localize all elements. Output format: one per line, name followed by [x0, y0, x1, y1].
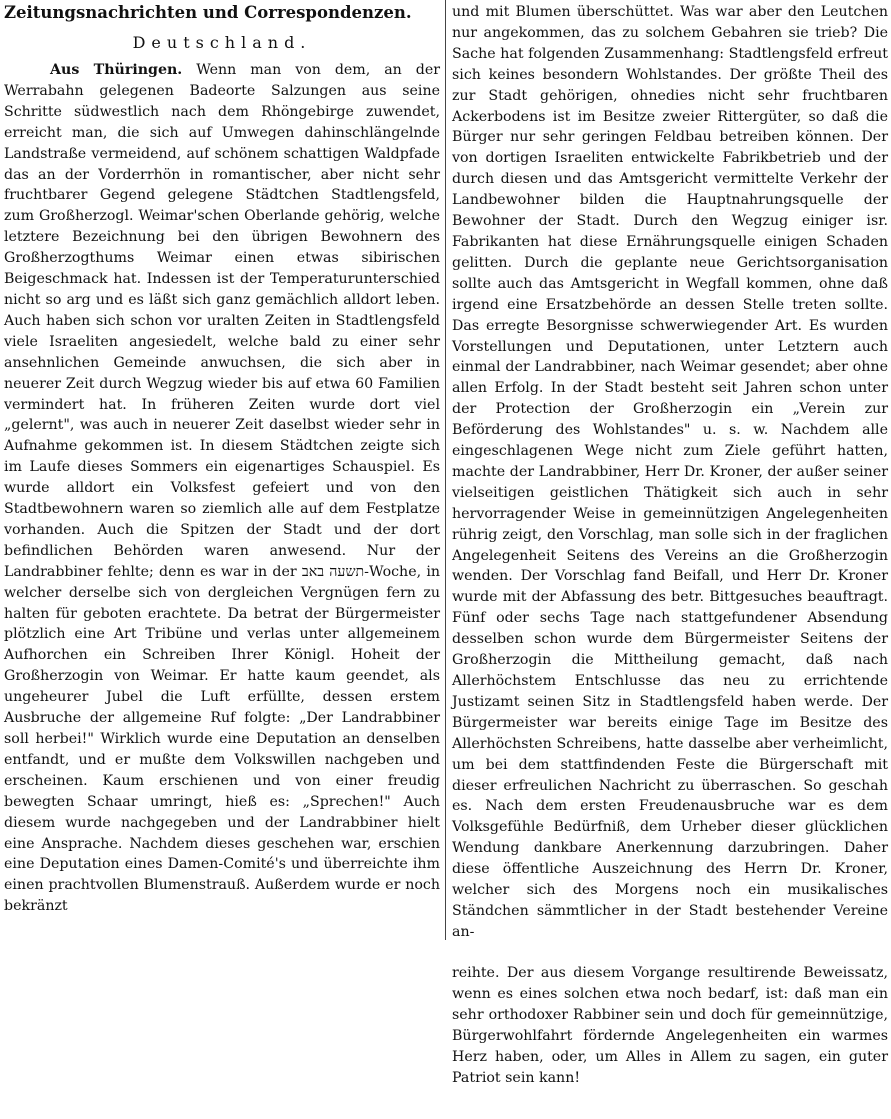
article-paragraph-start — [4, 60, 440, 917]
article-text-bottom: reihte. Der aus diesem Vorgange resultirende Beweissatz, wenn es eines solchen etwa noch bedarf, ist: daß man ein sehr orthodoxer Rabbiner sein und doch für gemeinnützige, Bürgerwohlfahrt fördernde Angelegenheiten ein warmes Herz haben, oder, um Alles in Allem zu sagen, ein guter Patriot sein kann! — [452, 965, 888, 1086]
country-heading: Deutschland. — [132, 33, 312, 52]
article-text-right: und mit Blumen überschüttet. Was war aber den Leutchen nur angekommen, das zu solchem Gebahren sie trieb? Die Sache hat folgenden Zusammenhang: Stadtlengsfeld erfreut sich keines besondern Wohlstandes. Der größte Theil des zur Stadt gehörigen, ohnedies nicht sehr fruchtbaren Ackerbodens ist im Besitze zweier Rittergüter, so daß die Bürger nur sehr geringen Feldbau betreiben können. Der von dortigen Israeliten entwickelte Fabrikbetrieb und der durch diesen und das Amtsgericht vermittelte Verkehr der Landbewohner bilden die Hauptnahrungsquelle der Bewohner der Stadt. Durch den Wegzug einiger isr. Fabrikanten hat diese Ernährungsquelle einigen Schaden gelitten. Durch die geplante neue Gerichtsorganisation sollte auch das Amtsgericht in Wegfall kommen, ohne daß irgend eine Ersatzbehörde an dessen Stelle treten sollte. Das erregte Besorgnisse schwerwiegender Art. Es wurden Vorstellungen und Deputationen, unter Letztern auch einmal der Landrabbiner, nach Weimar gesendet; aber ohne allen Erfolg. In der Stadt besteht seit Jahren schon unter der Protection der Großherzogin ein „Verein zur Beförderung des Wohlstandes" u. s. w. Nachdem alle eingeschlagenen Wege nicht zum Ziele geführt hatten, machte der Landrabbiner, Herr Dr. Kroner, der außer seiner vielseitigen geistlichen Thätigkeit sich auch in sehr hervorragender Weise in gemeinnützigen Angelegenheiten rührig zeigt, den Vorschlag, man solle sich in der fraglichen Angelegenheit Seitens des Vereins an die Großherzogin wenden. Der Vorschlag fand Beifall, und Herr Dr. Kroner wurde mit der Abfassung des betr. Bittgesuches beauftragt. Fünf oder sechs Tage nach stattgefundener Absendung desselben schon wurde dem Bürgermeister Seitens der Großherzogin die Mittheilung gemacht, daß nach Allerhöchstem Entschlusse das neu zu errichtende Justizamt seinen Sitz in Stadtlengsfeld haben werde. Der Bürgermeister war bereits einige Tage im Besitze des Allerhöchsten Schreibens, hatte dasselbe aber verheimlicht, um bei dem stattfindenden Feste die Bürgerschaft mit dieser erfreulichen Nachricht zu überraschen. So geschah es. Nach dem ersten Freudenausbruche war es dem Volksgefühle Bedürfniß, dem Urheber dieser glücklichen Wendung dankbare Anerkennung darzubringen. Daher diese öffentliche Auszeichnung des Herrn Dr. Kroner, welcher sich des Morgens noch ein musikalisches Ständchen sämmtlicher in der Stadt bestehender Vereine an- — [452, 4, 888, 940]
left-column — [4, 2, 440, 917]
lead-place: Aus Thüringen. — [50, 62, 183, 78]
right-column — [452, 2, 888, 943]
bottom-continuation — [452, 963, 888, 1088]
column-divider — [445, 0, 446, 940]
section-title: Zeitungsnachrichten und Correspondenzen. — [4, 3, 412, 22]
article-text-left: Wenn man von dem, an der Werrabahn gelegenen Badeorte Salzungen aus seine Schritte südwestlich nach dem Rhöngebirge zuwendet, erreicht man, die sich auf Umwegen dahinschlängelnde Landstraße vermeidend, auf schönem schattigen Waldpfade das an der Vorderrhön in romantischer, aber nicht sehr fruchtbarer Gegend gelegene Städtchen Stadtlengsfeld, zum Großherzogl. Weimar'schen Oberlande gehörig, welche letztere Bezeichnung bei den übrigen Bewohnern des Großherzogthums Weimar einen etwas sibirischen Beigeschmack hat. Indessen ist der Temperaturunterschied nicht so arg und es läßt sich ganz gemächlich alldort leben. Auch haben sich schon vor uralten Zeiten in Stadtlengsfeld viele Israeliten angesiedelt, welche bald zu einer sehr ansehnlichen Gemeinde anwuchsen, die sich aber in neuerer Zeit durch Wegzug wieder bis auf etwa 60 Familien vermindert hat. In früheren Zeiten wurde dort viel „gelernt", was auch in neuerer Zeit daselbst wieder sehr in Aufnahme gekommen ist. In diesem Städtchen zeigte sich im Laufe dieses Sommers ein eigenartiges Schauspiel. Es wurde alldort ein Volksfest gefeiert und von den Stadtbewohnern waren so ziemlich alle auf dem Festplatze vorhanden. Auch die Spitzen der Stadt und der dort befindlichen Behörden waren anwesend. Nur der Landrabbiner fehlte; denn es war in der תשעה באב-Woche, in welcher derselbe sich von dergleichen Vergnügen fern zu halten für geboten erachtete. Da betrat der Bürgermeister plötzlich eine Art Tribüne und verlas unter allgemeinem Aufhorchen ein Schreiben Ihrer Königl. Hoheit der Großherzogin von Weimar. Er hatte kaum geendet, als ungeheurer Jubel die Luft erfüllte, dessen erstem Ausbruche der allgemeine Ruf folgte: „Der Landrabbiner soll herbei!" Wirklich wurde eine Deputation an denselben entfandt, und er mußte dem Volkswillen nachgeben und erscheinen. Kaum erschienen und von einer freudig bewegten Schaar umringt, hieß es: „Sprechen!" Auch diesem wurde nachgegeben und der Landrabbiner hielt eine Ansprache. Nachdem dieses geschehen war, erschien eine Deputation eines Damen-Comité's und überreichte ihm einen prachtvollen Blumenstrauß. Außerdem wurde er noch bekränzt — [4, 62, 440, 915]
